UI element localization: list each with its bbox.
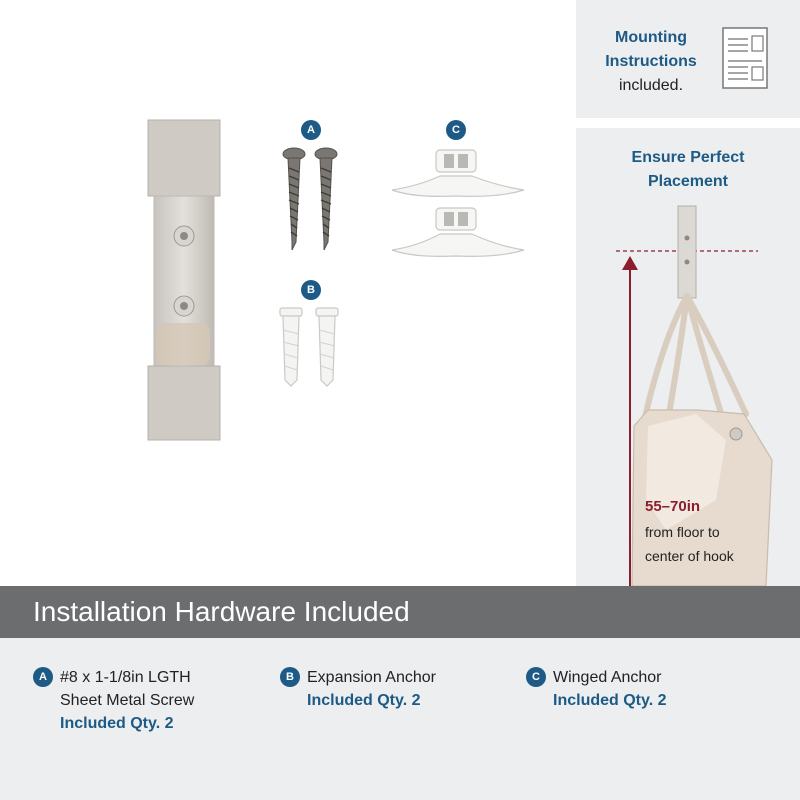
part-b-badge: B: [301, 280, 321, 300]
item-a-name-line-2: Sheet Metal Screw: [60, 692, 195, 709]
placement-title: [576, 146, 800, 194]
item-b: [307, 666, 436, 712]
placement-title-line-2: Placement: [647, 173, 729, 190]
item-c-qty: Included Qty. 2: [553, 692, 667, 709]
banner-title: Installation Hardware Included: [33, 596, 410, 627]
placement-height-description: [645, 520, 785, 568]
item-c: [553, 666, 667, 712]
item-a-name-line-1: #8 x 1-1/8in LGTH: [60, 669, 191, 686]
placement-height-value: 55–70in: [645, 498, 701, 515]
item-c-badge: C: [526, 667, 546, 687]
part-c-badge: C: [446, 120, 466, 140]
mounting-instructions-text: [590, 26, 712, 98]
item-a-qty: Included Qty. 2: [60, 715, 174, 732]
placement-title-line-1: Ensure Perfect: [631, 149, 745, 166]
part-a-badge: A: [301, 120, 321, 140]
placement-desc-line-2: center of hook: [645, 548, 734, 564]
item-b-badge: B: [280, 667, 300, 687]
mounting-line-2: Instructions: [605, 53, 697, 70]
item-b-name-line-1: Expansion Anchor: [307, 669, 436, 686]
document-icon: [722, 27, 768, 89]
mounting-line-1: Mounting: [615, 29, 687, 46]
item-c-name-line-1: Winged Anchor: [553, 669, 662, 686]
sheet-metal-screws-image: [274, 146, 344, 252]
expansion-anchors-image: [270, 306, 350, 388]
wall-hook-image: [140, 118, 230, 444]
mounting-line-3: included.: [618, 77, 684, 94]
placement-desc-line-1: from floor to: [645, 524, 720, 540]
item-b-qty: Included Qty. 2: [307, 692, 421, 709]
item-a-badge: A: [33, 667, 53, 687]
item-a: [60, 666, 194, 735]
winged-anchors-image: [388, 146, 528, 266]
